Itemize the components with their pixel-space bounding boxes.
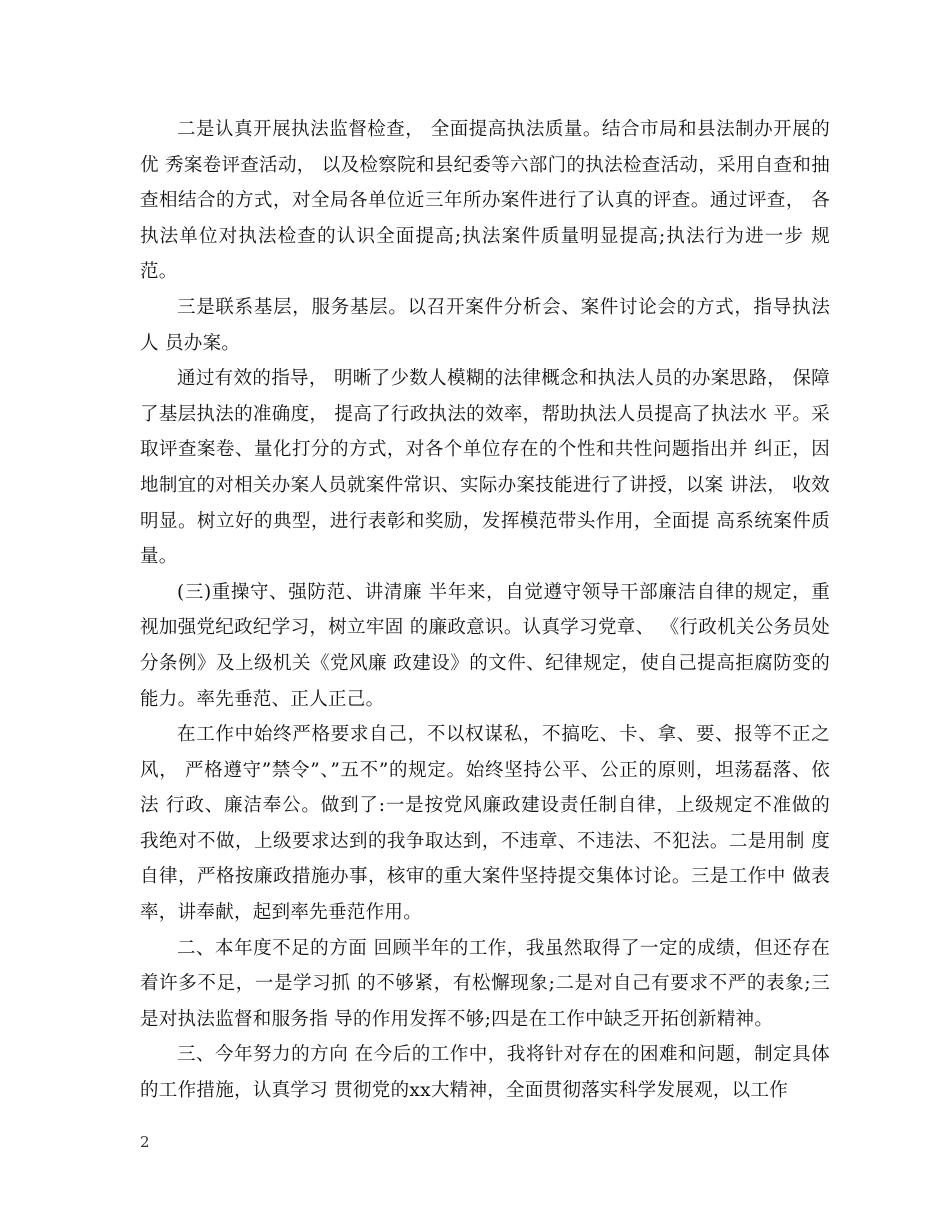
paragraph-direction: 三、今年努力的方向 在今后的工作中，我将针对存在的困难和问题，制定具体的工作措施，认真学习 贯彻党的xx大精神，全面贯彻落实科学发展观，以工作 (140, 1044, 830, 1102)
page-number: 2 (140, 1133, 150, 1151)
paragraph-guidance: 通过有效的指导， 明晰了少数人模糊的法律概念和执法人员的办案思路， 保障了基层执法的准确度， 提高了行政执法的效率，帮助执法人员提高了执法水 平。采取评查案卷、量化打分的方式，对各个单位存在的个性和共性问题指出并 纠正，因地制宜的对相关办案人员就案件常识、实际办案技能进行了讲授，以案 讲法， 收效明显。树立好的典型，进行表彰和奖励，发挥模范带头作用，全面提 高系统案件质量。 (140, 368, 830, 568)
paragraph-integrity: (三)重操守、强防范、讲清廉 半年来，自觉遵守领导干部廉洁自律的规定，重视加强党纪政纪学习，树立牢固 的廉政意识。认真学习党章、 《行政机关公务员处分条例》及上级机关《党风廉 政建设》的文件、纪律规定，使自己提高拒腐防变的能力。率先垂范、正人正己。 (140, 581, 830, 710)
paragraph-shortcomings: 二、本年度不足的方面 回顾半年的工作，我虽然取得了一定的成绩，但还存在着许多不足，一是学习抓 的不够紧，有松懈现象;二是对自己有要求不严的表象;三是对执法监督和服务指 导的作用发挥不够;四是在工作中缺乏开拓创新精神。 (140, 937, 830, 1030)
paragraph-grassroots-service: 三是联系基层，服务基层。以召开案件分析会、案件讨论会的方式，指导执法人 员办案。 (140, 296, 830, 354)
paragraph-self-discipline: 在工作中始终严格要求自己，不以权谋私，不搞吃、卡、拿、要、报等不正之风， 严格遵守”禁令”、”五不”的规定。始终坚持公平、公正的原则，坦荡磊落、依法 行政、廉洁奉公。做到了:一是按党风廉政建设责任制自律，上级规定不准做的 我绝对不做，上级要求达到的我争取达到，不违章、不违法、不犯法。二是用制 度自律，严格按廉政措施办事，核审的重大案件坚持提交集体讨论。三是工作中 做表率，讲奉献，起到率先垂范作用。 (140, 724, 830, 924)
paragraph-inspection: 二是认真开展执法监督检查， 全面提高执法质量。结合市局和县法制办开展的优 秀案卷评查活动， 以及检察院和县纪委等六部门的执法检查活动，采用自查和抽 查相结合的方式，对全局各单位近三年所办案件进行了认真的评查。通过评查， 各执法单位对执法检查的认识全面提高;执法案件质量明显提高;执法行为进一步 规范。 (140, 119, 830, 283)
document-body (140, 112, 830, 1109)
